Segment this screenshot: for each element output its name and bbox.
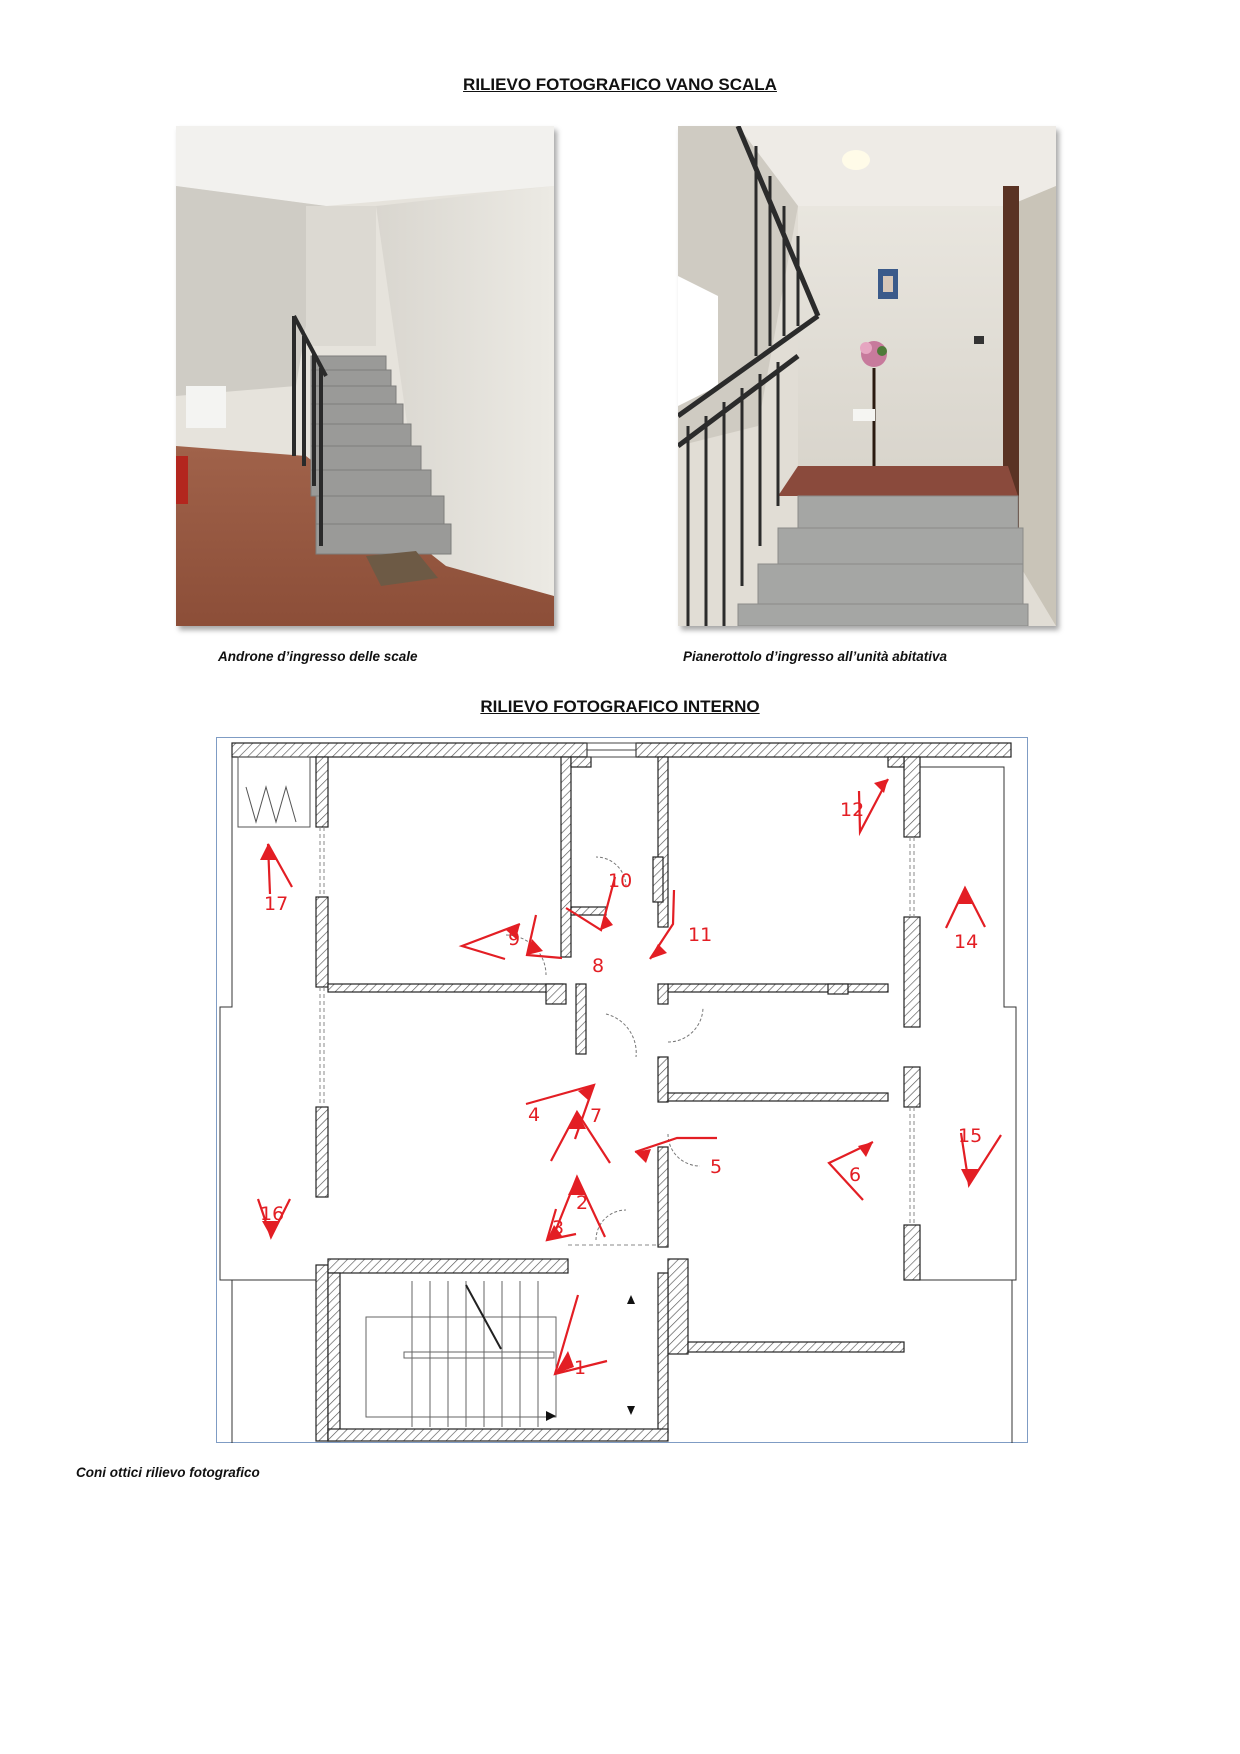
stairwell-entrance-caption: Androne d’ingresso delle scale [218,649,418,664]
section-title-stairwell: RILIEVO FOTOGRAFICO VANO SCALA [463,75,777,94]
cone-label: 17 [264,893,289,915]
cone-label: 3 [552,1217,565,1239]
cone-label: 11 [688,924,713,946]
cone-label: 16 [260,1203,285,1225]
cone-label: 2 [576,1192,589,1214]
cone-label: 6 [849,1164,862,1186]
cone-label: 14 [954,931,979,953]
landing-photo [678,126,1056,626]
floor-plan [216,737,1028,1443]
cone-label: 15 [958,1125,983,1147]
stairwell-entrance-photo [176,126,554,626]
landing-caption: Pianerottolo d’ingresso all’unità abitativa [683,649,948,664]
cone-label: 4 [528,1104,541,1126]
cone-label: 5 [710,1156,723,1178]
optical-cones [258,779,1001,1374]
floor-plan-caption: Coni ottici rilievo fotografico [76,1465,260,1480]
cone-label: 10 [608,870,633,892]
cone-label: 7 [590,1105,603,1127]
cone-label: 8 [592,955,605,977]
section-title-interior: RILIEVO FOTOGRAFICO INTERNO [480,697,760,716]
cone-label: 12 [840,799,865,821]
staircase [366,1281,556,1427]
cone-label: 9 [508,928,521,950]
walls [232,743,1011,1441]
cone-label: 1 [574,1357,587,1379]
